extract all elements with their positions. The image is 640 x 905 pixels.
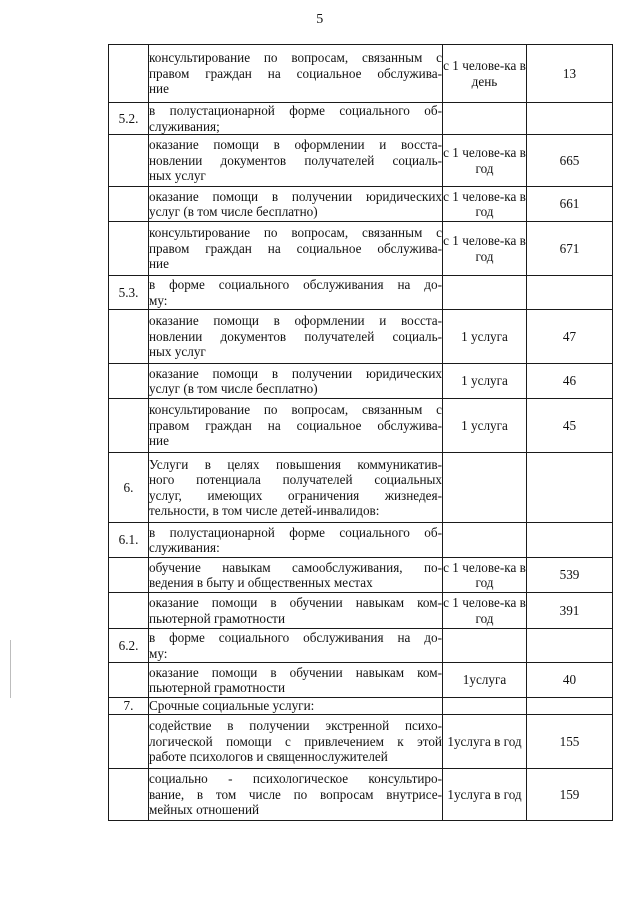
table-row	[109, 45, 613, 103]
row-number	[109, 399, 149, 453]
service-volume	[527, 453, 613, 523]
row-number	[109, 593, 149, 629]
service-volume: 159	[527, 769, 613, 821]
row-number	[109, 364, 149, 399]
service-unit: 1 услуга	[443, 364, 527, 399]
service-description	[149, 222, 443, 276]
description-line: консультирование по вопросам, связанным с	[149, 50, 442, 66]
row-number: 5.3.	[109, 276, 149, 310]
service-description	[149, 558, 443, 593]
row-number: 7.	[109, 698, 149, 715]
table-row	[109, 453, 613, 523]
row-number	[109, 558, 149, 593]
service-volume	[527, 276, 613, 310]
service-description	[149, 715, 443, 769]
row-number: 6.1.	[109, 523, 149, 558]
row-number: 5.2.	[109, 103, 149, 135]
description-line: правом граждан на социальное обслужива-	[149, 65, 442, 81]
service-volume: 671	[527, 222, 613, 276]
service-volume: 665	[527, 135, 613, 187]
service-unit	[443, 276, 527, 310]
service-volume: 47	[527, 310, 613, 364]
page-number: 5	[316, 12, 324, 27]
table-row	[109, 715, 613, 769]
service-description	[149, 523, 443, 558]
row-number	[109, 310, 149, 364]
description-line: услуг (в том числе бесплатно)	[149, 204, 318, 219]
description-line: обучение навыкам самообслуживания, по-	[149, 559, 442, 575]
row-number	[109, 769, 149, 821]
service-volume: 539	[527, 558, 613, 593]
table-row	[109, 222, 613, 276]
service-unit: с 1 челове-ка в день	[443, 45, 527, 103]
table-row	[109, 187, 613, 222]
service-description	[149, 629, 443, 663]
service-unit: с 1 челове-ка в год	[443, 593, 527, 629]
table-row	[109, 558, 613, 593]
table-row	[109, 310, 613, 364]
description-line: социально - психологическое консультиро-	[149, 771, 442, 787]
row-number	[109, 663, 149, 698]
table-row	[109, 399, 613, 453]
table-row	[109, 663, 613, 698]
description-line: оказание помощи в оформлении и восста-	[149, 313, 442, 329]
description-line: содействие в получении экстренной психо-	[149, 718, 442, 734]
scan-margin-mark	[10, 640, 11, 698]
service-description	[149, 135, 443, 187]
service-volume: 13	[527, 45, 613, 103]
service-volume	[527, 523, 613, 558]
table-row	[109, 698, 613, 715]
service-description	[149, 663, 443, 698]
service-unit	[443, 523, 527, 558]
description-line: ного потенциала получателей социальных	[149, 472, 442, 487]
service-description	[149, 453, 443, 523]
service-unit: 1 услуга	[443, 399, 527, 453]
row-number	[109, 715, 149, 769]
service-unit: 1услуга в год	[443, 715, 527, 769]
description-line: новлении документов получателей социаль-	[149, 152, 442, 168]
description-line: логической помощи с привлечением к этой	[149, 733, 442, 749]
row-number: 6.2.	[109, 629, 149, 663]
description-line: новлении документов получателей социаль-	[149, 328, 442, 344]
description-line: работе психологов и священнослужителей	[149, 749, 388, 765]
row-number	[109, 187, 149, 222]
description-line: ных услуг	[149, 344, 206, 360]
table-row	[109, 276, 613, 310]
service-volume: 40	[527, 663, 613, 698]
service-unit: 1услуга в год	[443, 769, 527, 821]
service-description	[149, 399, 443, 453]
service-description	[149, 103, 443, 135]
description-line: в форме социального обслуживания на до-	[149, 277, 442, 292]
description-line: Услуги в целях повышения коммуникатив-	[149, 456, 442, 472]
service-volume	[527, 103, 613, 135]
table-row	[109, 135, 613, 187]
description-line: ние	[149, 256, 169, 272]
service-description	[149, 276, 443, 310]
description-line: вание, в том числе по вопросам внутрисе-	[149, 786, 442, 802]
description-line: консультирование по вопросам, связанным с	[149, 225, 442, 241]
service-unit: с 1 челове-ка в год	[443, 187, 527, 222]
service-unit: 1 услуга	[443, 310, 527, 364]
service-description	[149, 698, 443, 715]
row-number: 6.	[109, 453, 149, 523]
table-row	[109, 769, 613, 821]
description-line: правом граждан на социальное обслужива-	[149, 240, 442, 256]
description-line: Срочные социальные услуги:	[149, 698, 315, 714]
description-line: тельности, в том числе детей-инвалидов:	[149, 503, 380, 518]
description-line: ние	[149, 433, 169, 449]
description-line: услуг, имеющих ограничения жизнедея-	[149, 487, 442, 503]
service-unit	[443, 453, 527, 523]
service-description	[149, 45, 443, 103]
description-line: в полустационарной форме социального об-	[149, 524, 442, 540]
table-row	[109, 103, 613, 135]
service-unit: с 1 челове-ка в год	[443, 222, 527, 276]
table-row	[109, 523, 613, 558]
table-row	[109, 364, 613, 399]
description-line: му:	[149, 645, 168, 661]
row-number	[109, 135, 149, 187]
service-volume	[527, 698, 613, 715]
service-description	[149, 364, 443, 399]
service-volume: 45	[527, 399, 613, 453]
service-description	[149, 310, 443, 364]
service-unit	[443, 103, 527, 135]
row-number	[109, 45, 149, 103]
description-line: в полустационарной форме социального об-	[149, 103, 442, 118]
description-line: служивания;	[149, 118, 220, 134]
description-line: мейных отношений	[149, 802, 260, 818]
description-line: служивания:	[149, 540, 220, 555]
table-body	[109, 45, 613, 821]
service-unit	[443, 629, 527, 663]
description-line: му:	[149, 292, 168, 308]
description-line: пьютерной грамотности	[149, 680, 286, 695]
table-row	[109, 593, 613, 629]
description-line: оказание помощи в получении юридических	[149, 188, 442, 204]
service-unit: с 1 челове-ка в год	[443, 558, 527, 593]
description-line: оказание помощи в получении юридических	[149, 365, 442, 381]
service-unit: с 1 челове-ка в год	[443, 135, 527, 187]
service-volume: 46	[527, 364, 613, 399]
service-description	[149, 593, 443, 629]
services-table	[108, 44, 613, 821]
service-volume: 391	[527, 593, 613, 629]
description-line: оказание помощи в обучении навыкам ком-	[149, 595, 442, 610]
service-volume	[527, 629, 613, 663]
description-line: в форме социального обслуживания на до-	[149, 630, 442, 645]
description-line: оказание помощи в обучении навыкам ком-	[149, 664, 442, 680]
service-volume: 155	[527, 715, 613, 769]
service-volume: 661	[527, 187, 613, 222]
description-line: услуг (в том числе бесплатно)	[149, 381, 318, 396]
description-line: консультирование по вопросам, связанным с	[149, 402, 442, 418]
description-line: оказание помощи в оформлении и восста-	[149, 137, 442, 153]
description-line: пьютерной грамотности	[149, 610, 286, 626]
table-row	[109, 629, 613, 663]
service-description	[149, 769, 443, 821]
service-unit	[443, 698, 527, 715]
row-number	[109, 222, 149, 276]
description-line: ние	[149, 81, 169, 97]
description-line: ведения в быту и общественных местах	[149, 575, 373, 590]
service-unit: 1услуга	[443, 663, 527, 698]
description-line: правом граждан на социальное обслужива-	[149, 417, 442, 433]
service-description	[149, 187, 443, 222]
description-line: ных услуг	[149, 168, 206, 184]
